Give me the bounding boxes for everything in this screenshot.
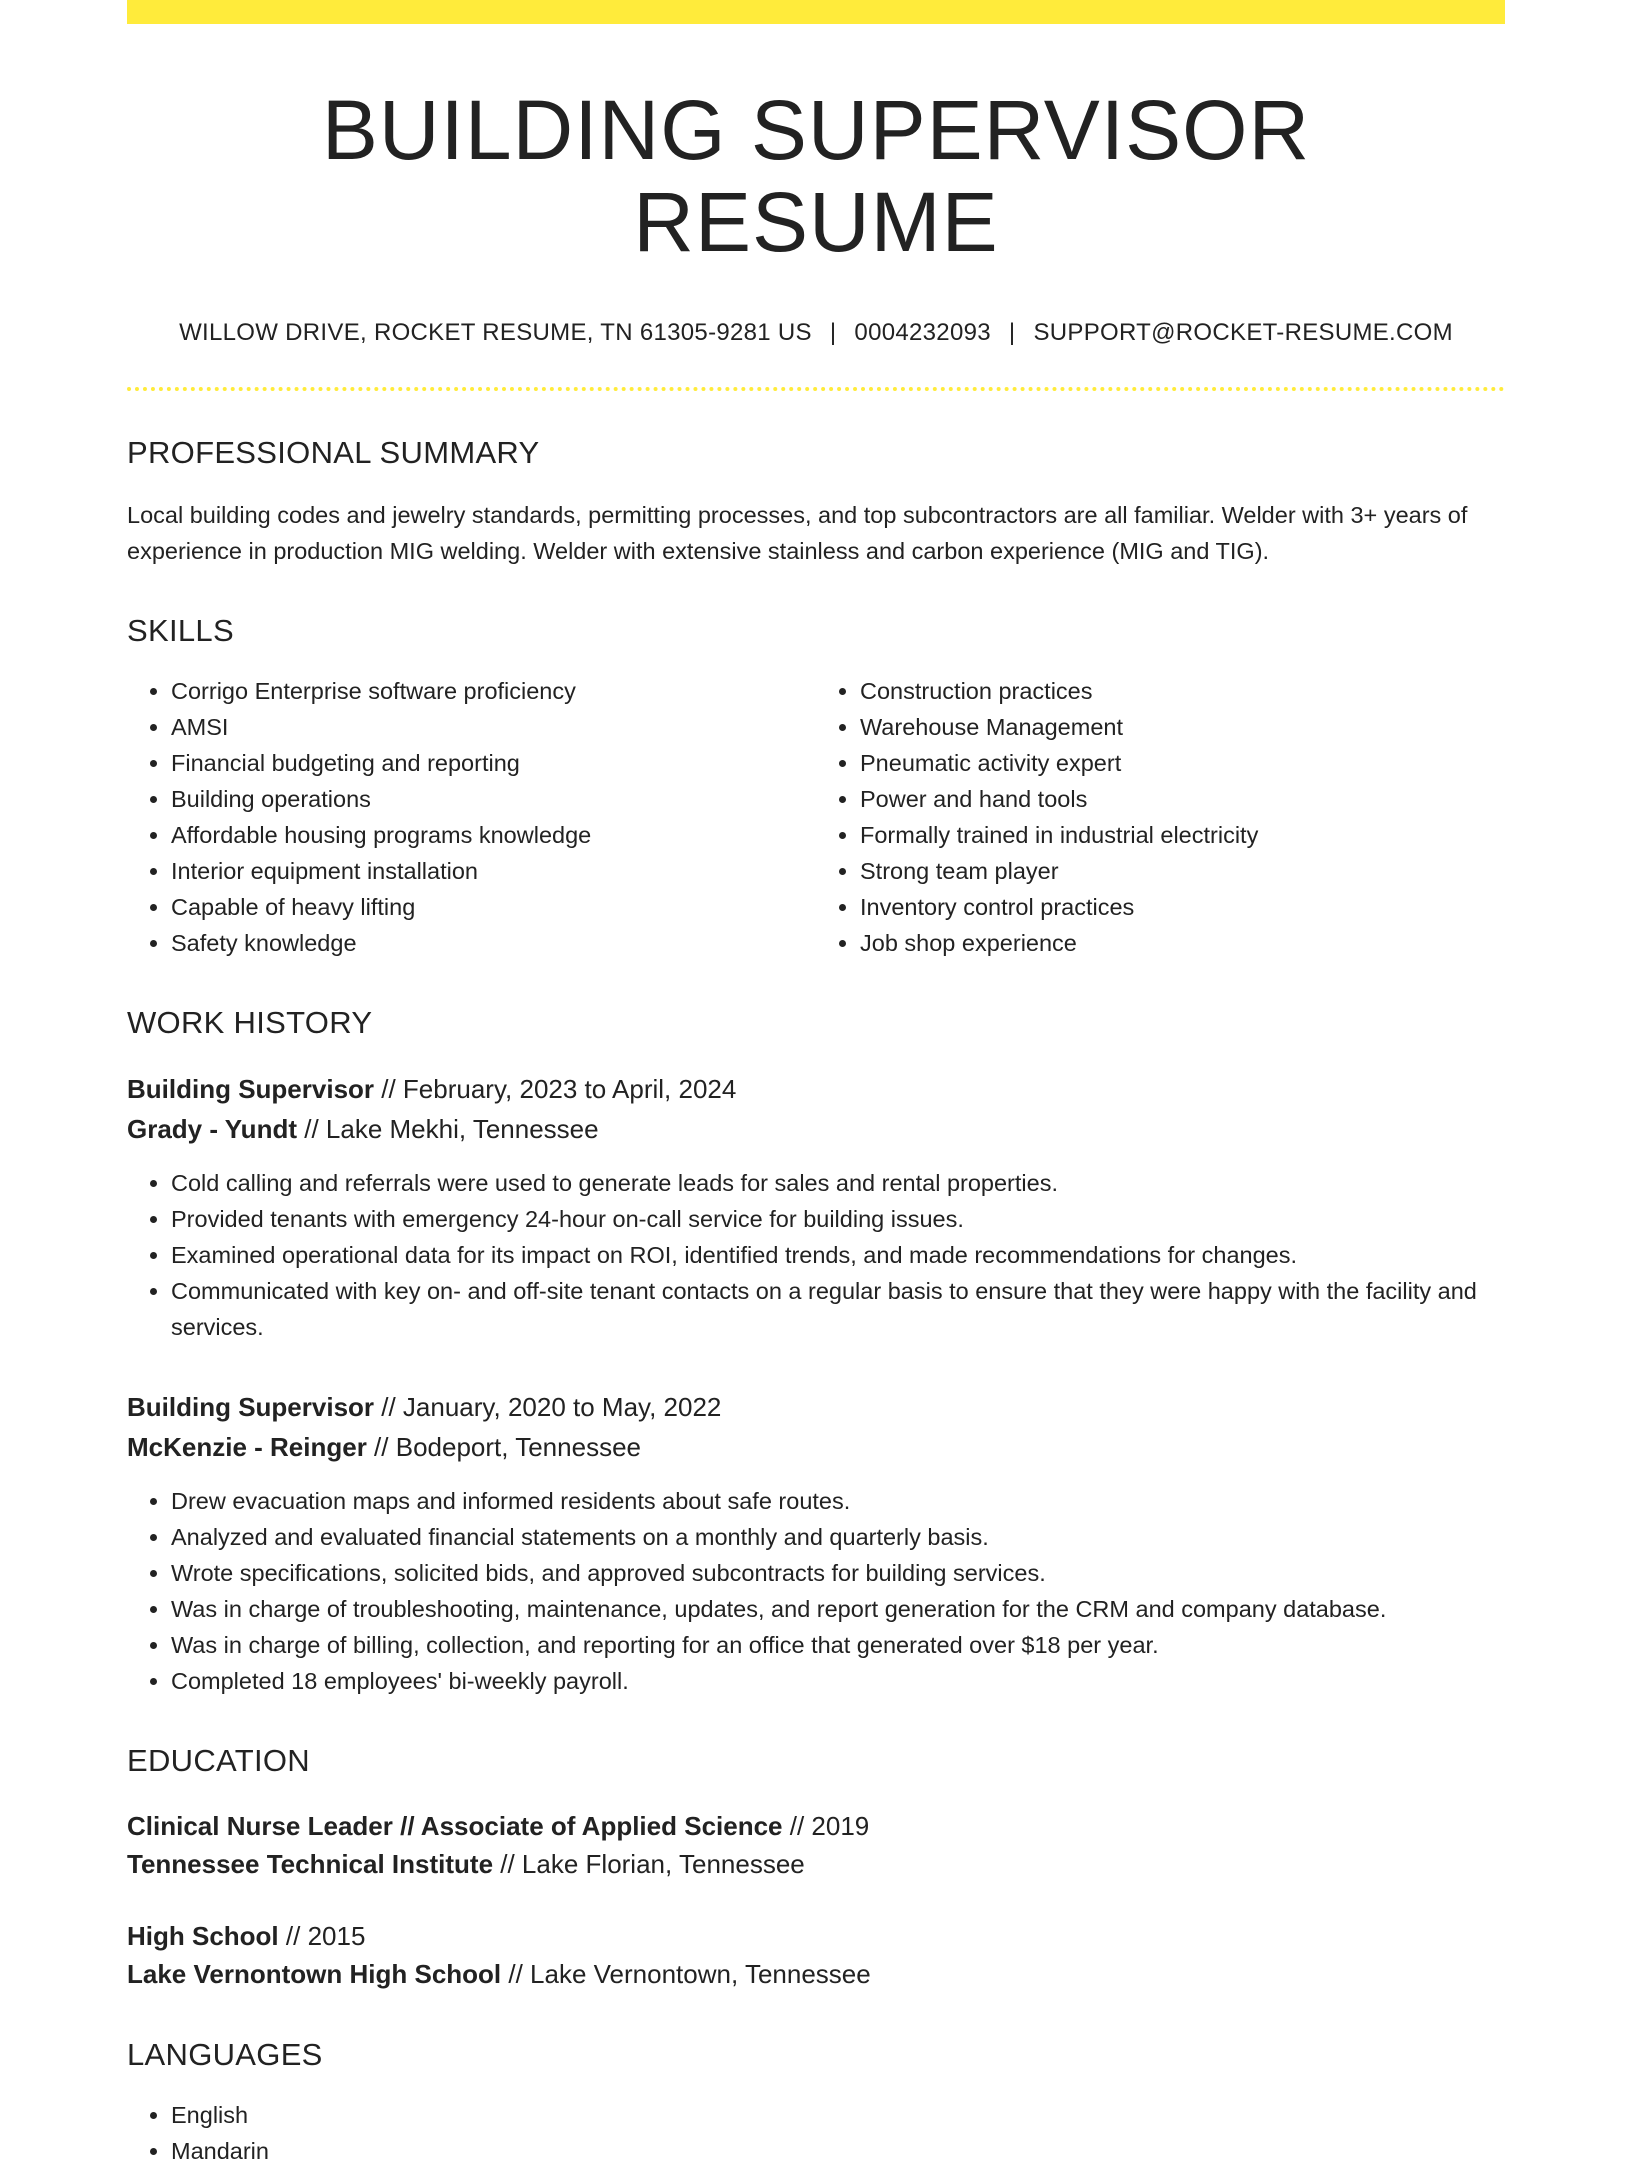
education-entry (127, 1807, 1505, 1883)
skill-item: • Job shop experience (860, 925, 1505, 961)
job-location: // Bodeport, Tennessee (366, 1431, 641, 1462)
education-school: Lake Vernontown High School (127, 1958, 502, 1989)
job-bullet: • Was in charge of troubleshooting, maintenance, updates, and report generation for the CRM and company database. (171, 1591, 1505, 1627)
job-company-line (127, 1427, 1505, 1467)
education-degree: High School (127, 1920, 279, 1951)
job-company: Grady - Yundt (127, 1113, 297, 1144)
skill-item: • Construction practices (860, 673, 1505, 709)
job-bullet: • Provided tenants with emergency 24-hour on-call service for building issues. (171, 1201, 1505, 1237)
job-title-line (127, 1387, 1505, 1427)
education-degree-line (127, 1917, 1505, 1955)
skill-item: • Building operations (171, 781, 816, 817)
skill-item: • Pneumatic activity expert (860, 745, 1505, 781)
languages-list (127, 2097, 1505, 2169)
skills-left-list (127, 673, 816, 961)
skill-item: • AMSI (171, 709, 816, 745)
contact-separator: | (829, 318, 837, 346)
education-degree-line (127, 1807, 1505, 1845)
skill-item: • Power and hand tools (860, 781, 1505, 817)
summary-text: Local building codes and jewelry standards, permitting processes, and top subcontractors are all familiar. Welder with 3+ years of experience in production MIG welding. Welder with extensive stainless and carbon experience (MIG and TIG). (127, 501, 1468, 564)
job-location: // Lake Mekhi, Tennessee (297, 1113, 599, 1144)
accent-bar (127, 0, 1505, 24)
job-bullet: • Wrote specifications, solicited bids, and approved subcontracts for building services. (171, 1555, 1505, 1591)
dotted-divider (127, 387, 1505, 391)
education-location: // Lake Florian, Tennessee (493, 1848, 805, 1879)
languages-section (127, 2097, 1505, 2169)
job-bullet: • Analyzed and evaluated financial statements on a monthly and quarterly basis. (171, 1519, 1505, 1555)
education-heading: EDUCATION (127, 1742, 310, 1778)
contact-phone: 0004232093 (854, 318, 991, 346)
job-company: McKenzie - Reinger (127, 1431, 367, 1462)
job-bullet: • Was in charge of billing, collection, and reporting for an office that generated over $18 per year. (171, 1627, 1505, 1663)
languages-heading: LANGUAGES (127, 2036, 323, 2072)
education-school-line (127, 1845, 1505, 1883)
job-bullet: • Communicated with key on- and off-site tenant contacts on a regular basis to ensure that they were happy with the facility and services. (171, 1273, 1505, 1345)
skill-item: • Financial budgeting and reporting (171, 745, 816, 781)
job-entry (127, 1069, 1505, 1345)
language-item: • Mandarin (171, 2133, 1505, 2169)
skill-item: • Corrigo Enterprise software proficiency (171, 673, 816, 709)
contact-address: WILLOW DRIVE, ROCKET RESUME, TN 61305-9281 US (179, 318, 812, 346)
skill-item: • Warehouse Management (860, 709, 1505, 745)
contact-separator: | (1008, 318, 1016, 346)
job-title: Building Supervisor (127, 1073, 375, 1104)
job-bullets (127, 1483, 1505, 1699)
education-school-line (127, 1955, 1505, 1993)
skill-item: • Inventory control practices (860, 889, 1505, 925)
skill-item: • Interior equipment installation (171, 853, 816, 889)
job-dates: // January, 2020 to May, 2022 (374, 1391, 722, 1422)
skill-item: • Safety knowledge (171, 925, 816, 961)
skill-item: • Capable of heavy lifting (171, 889, 816, 925)
job-bullet: • Examined operational data for its impact on ROI, identified trends, and made recommendations for changes. (171, 1237, 1505, 1273)
education-year: // 2015 (278, 1920, 366, 1951)
job-company-line (127, 1109, 1505, 1149)
education-year: // 2019 (782, 1810, 870, 1841)
skills-heading: SKILLS (127, 612, 234, 648)
contact-email: SUPPORT@ROCKET-RESUME.COM (1033, 318, 1453, 346)
skill-item: • Strong team player (860, 853, 1505, 889)
job-bullet: • Cold calling and referrals were used to generate leads for sales and rental properties. (171, 1165, 1505, 1201)
summary-heading: PROFESSIONAL SUMMARY (127, 434, 540, 470)
work-heading: WORK HISTORY (127, 1004, 373, 1040)
job-bullet: • Completed 18 employees' bi-weekly payroll. (171, 1663, 1505, 1699)
resume-title: BUILDING SUPERVISOR RESUME (321, 83, 1311, 270)
job-bullets (127, 1165, 1505, 1345)
skills-right-list (816, 673, 1505, 961)
skill-item: • Formally trained in industrial electricity (860, 817, 1505, 853)
job-title: Building Supervisor (127, 1391, 375, 1422)
job-title-line (127, 1069, 1505, 1109)
education-location: // Lake Vernontown, Tennessee (501, 1958, 871, 1989)
resume-page (127, 0, 1505, 2169)
job-entry (127, 1387, 1505, 1699)
education-entry (127, 1917, 1505, 1993)
skill-item: • Affordable housing programs knowledge (171, 817, 816, 853)
skills-columns (127, 673, 1505, 961)
language-item: • English (171, 2097, 1505, 2133)
contact-line (127, 319, 1505, 347)
education-degree: Clinical Nurse Leader // Associate of Applied Science (127, 1810, 783, 1841)
job-dates: // February, 2023 to April, 2024 (374, 1073, 737, 1104)
education-school: Tennessee Technical Institute (127, 1848, 494, 1879)
job-bullet: • Drew evacuation maps and informed residents about safe routes. (171, 1483, 1505, 1519)
